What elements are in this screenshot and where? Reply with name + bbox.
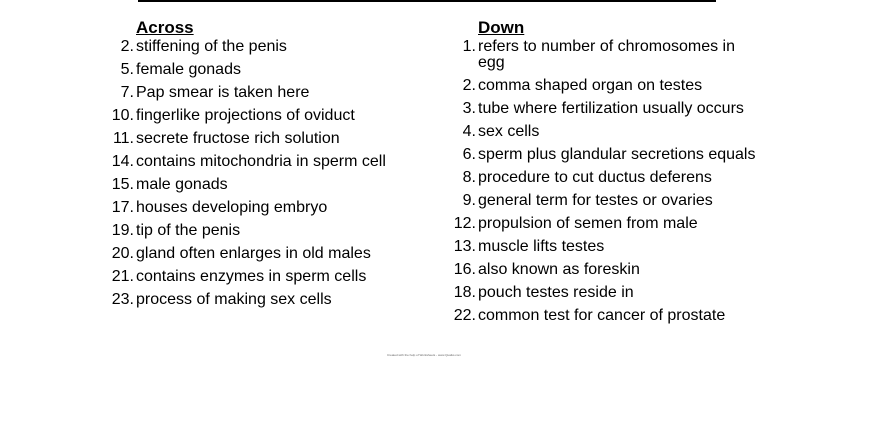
clue-number: 6. bbox=[462, 146, 476, 163]
puzzle-grid-frame bbox=[138, 0, 716, 2]
clue-text: sex cells bbox=[478, 123, 540, 140]
down-clue bbox=[438, 170, 758, 186]
clue-text: contains mitochondria in sperm cell bbox=[136, 153, 386, 170]
clue-text: general term for testes or ovaries bbox=[478, 192, 713, 209]
clue-number: 5. bbox=[120, 61, 134, 78]
clue-text: gland often enlarges in old males bbox=[136, 245, 371, 262]
down-clue bbox=[438, 193, 758, 209]
clue-text: fingerlike projections of oviduct bbox=[136, 107, 355, 124]
clue-text: contains enzymes in sperm cells bbox=[136, 268, 367, 285]
clue-text: process of making sex cells bbox=[136, 291, 332, 308]
clue-number: 20. bbox=[111, 245, 134, 262]
clue-number: 12. bbox=[453, 215, 476, 232]
down-clue bbox=[438, 147, 758, 163]
clue-text: Pap smear is taken here bbox=[136, 84, 310, 101]
across-clue bbox=[96, 108, 426, 124]
across-clue bbox=[96, 200, 426, 216]
across-clue bbox=[96, 131, 426, 147]
clue-number: 17. bbox=[111, 199, 134, 216]
clue-number: 7. bbox=[120, 84, 134, 101]
down-clue bbox=[438, 262, 758, 278]
down-clue bbox=[438, 308, 758, 324]
clue-number: 2. bbox=[120, 38, 134, 55]
clue-text: also known as foreskin bbox=[478, 261, 640, 278]
clue-number: 2. bbox=[462, 77, 476, 94]
clue-text: male gonads bbox=[136, 176, 228, 193]
clue-text: tube where fertilization usually occurs bbox=[478, 100, 744, 117]
across-clue bbox=[96, 177, 426, 193]
across-clue bbox=[96, 154, 426, 170]
clue-number: 18. bbox=[453, 284, 476, 301]
clue-number: 4. bbox=[462, 123, 476, 140]
across-heading: Across bbox=[136, 18, 194, 37]
clue-number: 13. bbox=[453, 238, 476, 255]
clue-number: 10. bbox=[111, 107, 134, 124]
clue-text: refers to number of chromosomes in egg bbox=[478, 38, 735, 71]
down-clue bbox=[438, 101, 758, 117]
down-clue bbox=[438, 78, 758, 94]
down-heading: Down bbox=[478, 18, 525, 37]
clue-number: 23. bbox=[111, 291, 134, 308]
across-clue bbox=[96, 62, 426, 78]
down-clues-column bbox=[438, 18, 758, 331]
down-clue bbox=[438, 239, 758, 255]
clue-number: 1. bbox=[462, 38, 476, 55]
down-clue bbox=[438, 39, 758, 71]
clue-text: procedure to cut ductus deferens bbox=[478, 169, 712, 186]
clue-text: stiffening of the penis bbox=[136, 38, 287, 55]
clue-number: 19. bbox=[111, 222, 134, 239]
clue-number: 22. bbox=[453, 307, 476, 324]
across-clue bbox=[96, 39, 426, 55]
clue-text: common test for cancer of prostate bbox=[478, 307, 726, 324]
clue-number: 21. bbox=[111, 268, 134, 285]
clue-number: 14. bbox=[111, 153, 134, 170]
clue-number: 16. bbox=[453, 261, 476, 278]
across-clue bbox=[96, 223, 426, 239]
clue-text: sperm plus glandular secretions equals bbox=[478, 146, 756, 163]
clue-text: propulsion of semen from male bbox=[478, 215, 698, 232]
down-clue bbox=[438, 216, 758, 232]
clue-number: 9. bbox=[462, 192, 476, 209]
clue-number: 8. bbox=[462, 169, 476, 186]
down-clue bbox=[438, 285, 758, 301]
across-clue bbox=[96, 246, 426, 262]
clue-text: female gonads bbox=[136, 61, 241, 78]
down-clue bbox=[438, 124, 758, 140]
clue-text: pouch testes reside in bbox=[478, 284, 634, 301]
clue-number: 11. bbox=[112, 130, 134, 147]
clue-text: comma shaped organ on testes bbox=[478, 77, 703, 94]
clue-text: tip of the penis bbox=[136, 222, 241, 239]
across-clues-column bbox=[96, 18, 426, 315]
across-clue bbox=[96, 292, 426, 308]
clue-number: 3. bbox=[462, 100, 476, 117]
clue-number: 15. bbox=[111, 176, 134, 193]
footer-credit: Created with the help of Worksheets - www.Quaiks.com bbox=[387, 353, 461, 357]
across-clue bbox=[96, 85, 426, 101]
across-clue bbox=[96, 269, 426, 285]
clue-text: houses developing embryo bbox=[136, 199, 328, 216]
clue-text: secrete fructose rich solution bbox=[136, 130, 340, 147]
clue-text: muscle lifts testes bbox=[478, 238, 605, 255]
